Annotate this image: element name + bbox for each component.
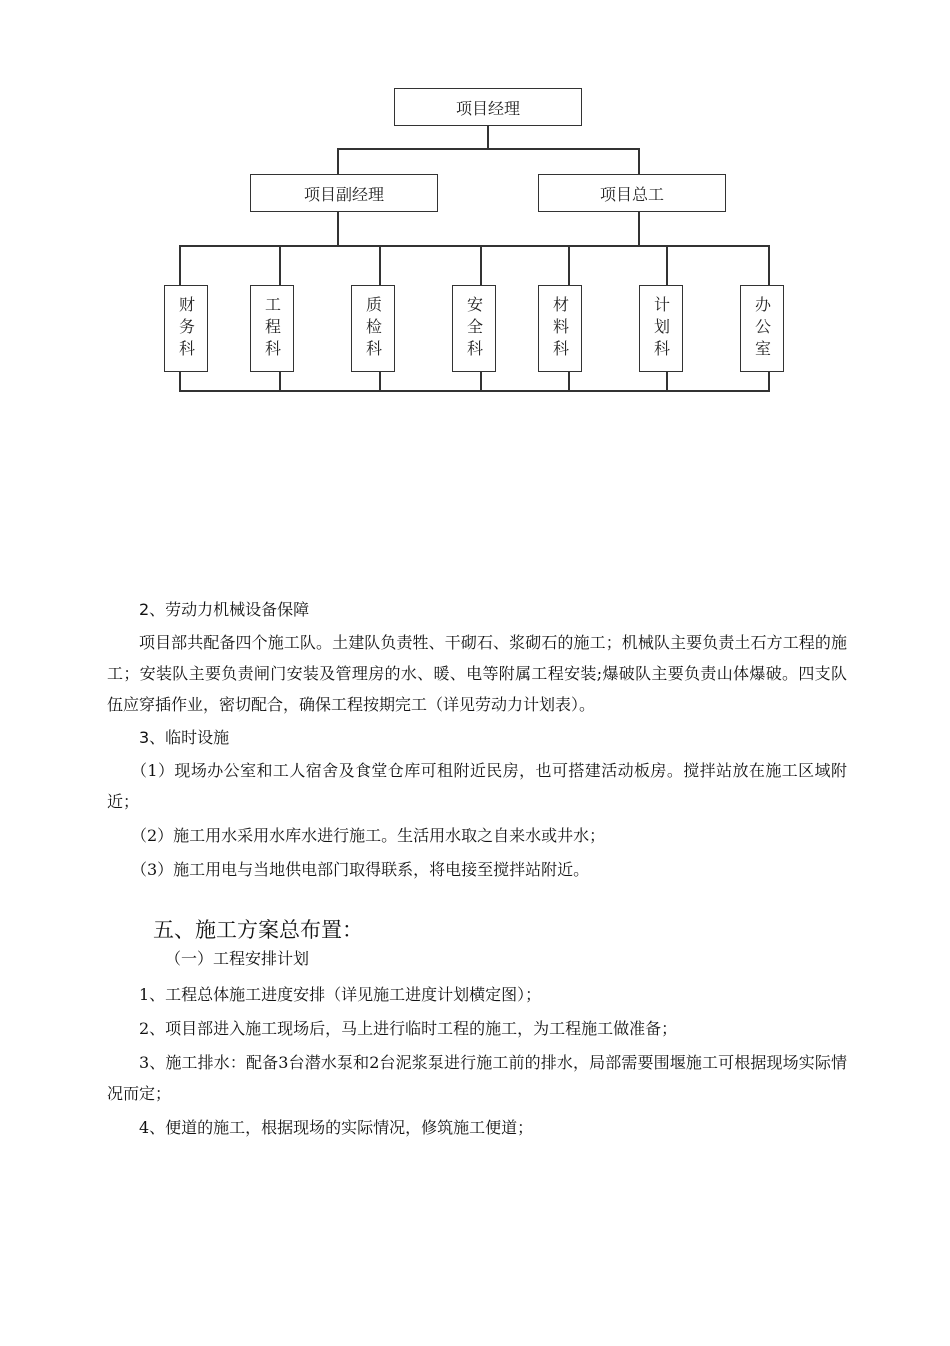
connector (337, 148, 640, 150)
connector (487, 126, 489, 149)
list-item: （3）施工用电与当地供电部门取得联系，将电接至搅拌站附近。 (131, 860, 590, 879)
org-dept-finance (164, 285, 208, 372)
list-item: 3、施工排水：配备3台潜水泵和2台泥浆泵进行施工前的排水，局部需要围堰施工可根据现场实际情况而定； (107, 1053, 847, 1103)
list-item: 2、项目部进入施工现场后，马上进行临时工程的施工，为工程施工做准备； (139, 1019, 678, 1038)
paragraph: 项目部共配备四个施工队。土建队负责牲、干砌石、浆砌石的施工；机械队主要负责土石方工程的施工；安装队主要负责闸门安装及管理房的水、暖、电等附属工程安装;爆破队主要负责山体爆破。四支队伍应穿插作业，密切配合，确保工程按期完工（详见劳动力计划表）。 (107, 633, 847, 714)
org-dept-label: 质检科 (363, 295, 383, 362)
section-construction-plan (107, 915, 847, 1143)
list-item: 4、便道的施工，根据现场的实际情况，修筑施工便道； (139, 1118, 534, 1137)
org-chart (0, 0, 950, 420)
connector (337, 148, 339, 175)
org-dept-planning (639, 285, 683, 372)
org-box-deputy-manager (250, 174, 438, 212)
connector (179, 245, 770, 247)
subsection-heading: （一）工程安排计划 (165, 949, 310, 968)
org-dept-quality (351, 285, 395, 372)
org-label-deputy-manager: 项目副经理 (303, 184, 384, 204)
org-label-project-manager: 项目经理 (455, 98, 520, 118)
list-item: （1）现场办公室和工人宿舍及食堂仓库可租附近民房，也可搭建活动板房。搅拌站放在施工区域附近； (107, 761, 847, 811)
org-dept-engineering (250, 285, 294, 372)
connector (179, 390, 770, 392)
org-dept-label: 工程科 (262, 295, 282, 362)
org-dept-label: 计划科 (651, 295, 671, 362)
section-temporary-facilities (107, 722, 847, 885)
org-dept-label: 财务科 (176, 295, 196, 362)
org-dept-label: 安全科 (464, 295, 484, 362)
org-dept-label: 材料科 (550, 295, 570, 362)
list-item: 1、工程总体施工进度安排（详见施工进度计划横定图）； (139, 985, 542, 1004)
section-heading: 2、劳动力机械设备保障 (139, 600, 310, 619)
org-dept-safety (452, 285, 496, 372)
org-box-project-manager (394, 88, 582, 126)
connector (337, 212, 339, 246)
org-dept-label: 办公室 (752, 295, 772, 362)
org-box-chief-engineer (538, 174, 726, 212)
org-dept-office (740, 285, 784, 372)
connector (638, 148, 640, 175)
connector (638, 212, 640, 246)
section-heading: 3、临时设施 (139, 728, 230, 747)
org-dept-materials (538, 285, 582, 372)
list-item: （2）施工用水采用水库水进行施工。生活用水取之自来水或井水； (131, 826, 606, 845)
org-label-chief-engineer: 项目总工 (599, 184, 664, 204)
section-labor-equipment (107, 594, 847, 720)
chapter-heading: 五、施工方案总布置： (153, 918, 363, 942)
